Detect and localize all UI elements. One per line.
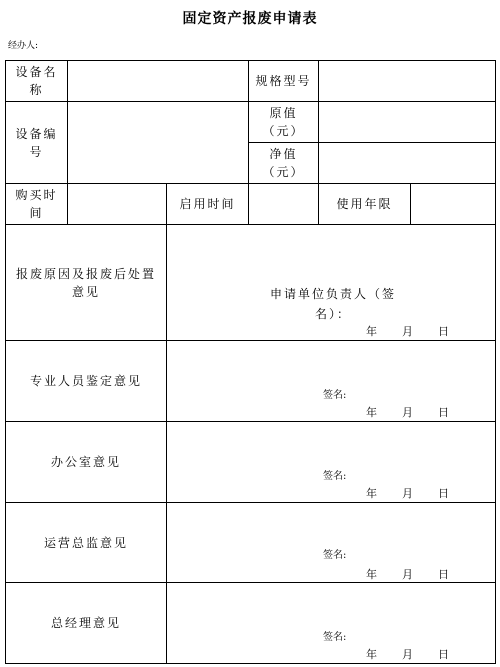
use-years-label: 使用年限 [336,197,393,211]
handler-label: 经办人: [8,41,39,51]
original-value-field[interactable] [319,102,495,142]
gm-opinion-label: 总经理意见 [50,616,121,630]
expert-opinion-label: 专业人员鉴定意见 [29,374,142,388]
spec-model-field[interactable] [319,61,495,101]
sign-label: 签名: [323,390,347,401]
original-value-label: 原值（元） [262,106,305,138]
purchase-time-label: 购买时间 [15,188,58,220]
scrap-reason-label: 报废原因及报废后处置意见 [15,266,156,299]
ops-supervisor-opinion-label: 运营总监意见 [43,535,128,550]
date-line: 年 月 日 [366,568,450,581]
sign-label: 签名: [323,632,347,643]
net-value-field[interactable] [319,143,495,183]
date-line: 年 月 日 [366,487,450,500]
device-name-label: 设备名称 [15,65,58,97]
device-number-field[interactable] [68,102,248,183]
page-title: 固定资产报废申请表 [182,11,318,27]
use-years-field[interactable] [411,184,495,224]
net-value-label: 净值（元） [262,147,305,179]
spec-model-label: 规格型号 [255,74,312,88]
device-name-field[interactable] [68,61,248,101]
sign-label: 签名: [323,471,347,482]
device-number-label: 设备编号 [15,126,58,159]
sign-label: 签名: [323,550,347,561]
date-line: 年 月 日 [366,406,450,419]
office-opinion-label: 办公室意见 [50,455,121,469]
start-time-field[interactable] [249,184,318,224]
start-time-label: 启用时间 [179,197,236,211]
manager-sign-label: 申请单位负责人（签名）： [269,287,396,321]
date-line: 年 月 日 [366,648,450,661]
purchase-time-field[interactable] [68,184,166,224]
date-line: 年 月 日 [366,325,450,338]
